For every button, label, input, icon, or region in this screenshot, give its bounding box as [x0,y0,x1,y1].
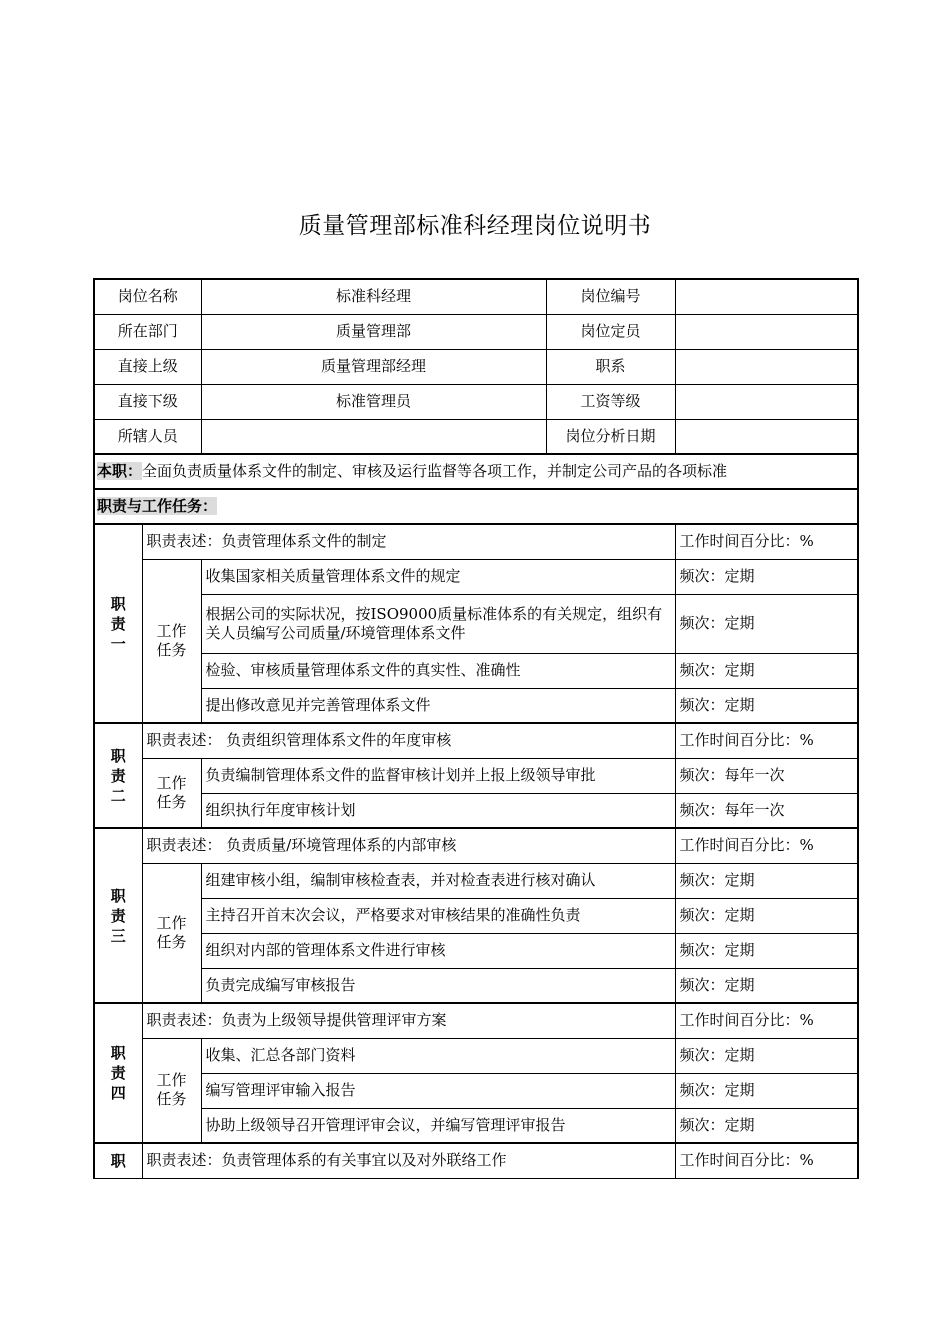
task-label: 工作 任务 [142,559,201,723]
info-value [675,279,858,314]
info-value: 质量管理部 [201,314,546,349]
duty-statement: 职责表述： 负责质量/环境管理体系的内部审核 [142,828,675,863]
task-row [94,594,858,653]
info-label: 直接下级 [94,384,201,419]
info-label: 所在部门 [94,314,201,349]
task-row [94,653,858,688]
info-row [94,279,858,314]
duty-name: 职 责 四 [94,1003,142,1143]
info-row [94,384,858,419]
task-frequency: 频次：每年一次 [675,793,858,828]
info-value [675,419,858,454]
info-value [675,314,858,349]
task-frequency: 频次：定期 [675,653,858,688]
task-frequency: 频次：定期 [675,898,858,933]
task-frequency: 频次：每年一次 [675,758,858,793]
task-frequency: 频次：定期 [675,688,858,723]
info-row [94,419,858,454]
duty-statement-row [94,524,858,559]
duty-statement-row [94,723,858,758]
duty-statement: 职责表述：负责管理体系文件的制定 [142,524,675,559]
task-frequency: 频次：定期 [675,1108,858,1143]
task-row [94,1073,858,1108]
duty-percent: 工作时间百分比：% [675,828,858,863]
info-row [94,349,858,384]
task-row [94,758,858,793]
info-value: 质量管理部经理 [201,349,546,384]
task-frequency: 频次：定期 [675,968,858,1003]
duty-statement-row [94,828,858,863]
info-label: 职系 [546,349,675,384]
task-row [94,863,858,898]
duty-name: 职 责 二 [94,723,142,828]
task-text: 主持召开首末次会议，严格要求对审核结果的准确性负责 [201,898,675,933]
info-label: 岗位分析日期 [546,419,675,454]
info-label: 岗位编号 [546,279,675,314]
task-row [94,1038,858,1073]
task-frequency: 频次：定期 [675,1038,858,1073]
task-row [94,793,858,828]
info-label: 直接上级 [94,349,201,384]
task-row [94,688,858,723]
task-text: 组建审核小组，编制审核检查表，并对检查表进行核对确认 [201,863,675,898]
duty-percent: 工作时间百分比：% [675,1003,858,1038]
duty-statement: 职责表述：负责管理体系的有关事宜以及对外联络工作 [142,1143,675,1178]
info-label: 所辖人员 [94,419,201,454]
task-text: 组织执行年度审核计划 [201,793,675,828]
task-row [94,968,858,1003]
task-frequency: 频次：定期 [675,1073,858,1108]
duty-percent: 工作时间百分比：% [675,1143,858,1178]
info-label: 工资等级 [546,384,675,419]
task-text: 收集国家相关质量管理体系文件的规定 [201,559,675,594]
task-row [94,1108,858,1143]
info-label: 岗位名称 [94,279,201,314]
task-text: 收集、汇总各部门资料 [201,1038,675,1073]
task-frequency: 频次：定期 [675,594,858,653]
task-row [94,933,858,968]
task-frequency: 频次：定期 [675,863,858,898]
tasks-header: 职责与工作任务： [97,497,218,515]
duty-statement: 职责表述：负责为上级领导提供管理评审方案 [142,1003,675,1038]
task-row [94,898,858,933]
duty-statement-row [94,1143,858,1178]
info-value [675,384,858,419]
duty-statement-row [94,1003,858,1038]
info-value: 标准管理员 [201,384,546,419]
task-text: 负责编制管理体系文件的监督审核计划并上报上级领导审批 [201,758,675,793]
task-label: 工作 任务 [142,758,201,828]
task-frequency: 频次：定期 [675,559,858,594]
task-text: 检验、审核质量管理体系文件的真实性、准确性 [201,653,675,688]
info-row [94,314,858,349]
duty-name: 职 责 三 [94,828,142,1003]
duty-name: 职 责 一 [94,524,142,723]
task-label: 工作 任务 [142,863,201,1003]
duty-statement: 职责表述： 负责组织管理体系文件的年度审核 [142,723,675,758]
task-text: 负责完成编写审核报告 [201,968,675,1003]
task-frequency: 频次：定期 [675,933,858,968]
job-description-table [93,278,859,1179]
task-text: 根据公司的实际状况，按ISO9000质量标准体系的有关规定，组织有关人员编写公司质量/环境管理体系文件 [201,594,675,653]
task-text: 编写管理评审输入报告 [201,1073,675,1108]
task-text: 提出修改意见并完善管理体系文件 [201,688,675,723]
duty-percent: 工作时间百分比：% [675,524,858,559]
task-text: 组织对内部的管理体系文件进行审核 [201,933,675,968]
duty-row [94,454,858,489]
tasks-header-row [94,489,858,524]
document-title: 质量管理部标准科经理岗位说明书 [298,213,652,239]
duty-cell [94,454,858,489]
info-value [201,419,546,454]
duty-name: 职 [94,1143,142,1178]
duty-percent: 工作时间百分比：% [675,723,858,758]
task-label: 工作 任务 [142,1038,201,1143]
duty-text: 全面负责质量体系文件的制定、审核及运行监督等各项工作，并制定公司产品的各项标准 [142,462,728,480]
info-value [675,349,858,384]
task-row [94,559,858,594]
info-label: 岗位定员 [546,314,675,349]
duty-label: 本职： [97,462,143,480]
tasks-header-cell [94,489,858,524]
info-value: 标准科经理 [201,279,546,314]
task-text: 协助上级领导召开管理评审会议，并编写管理评审报告 [201,1108,675,1143]
